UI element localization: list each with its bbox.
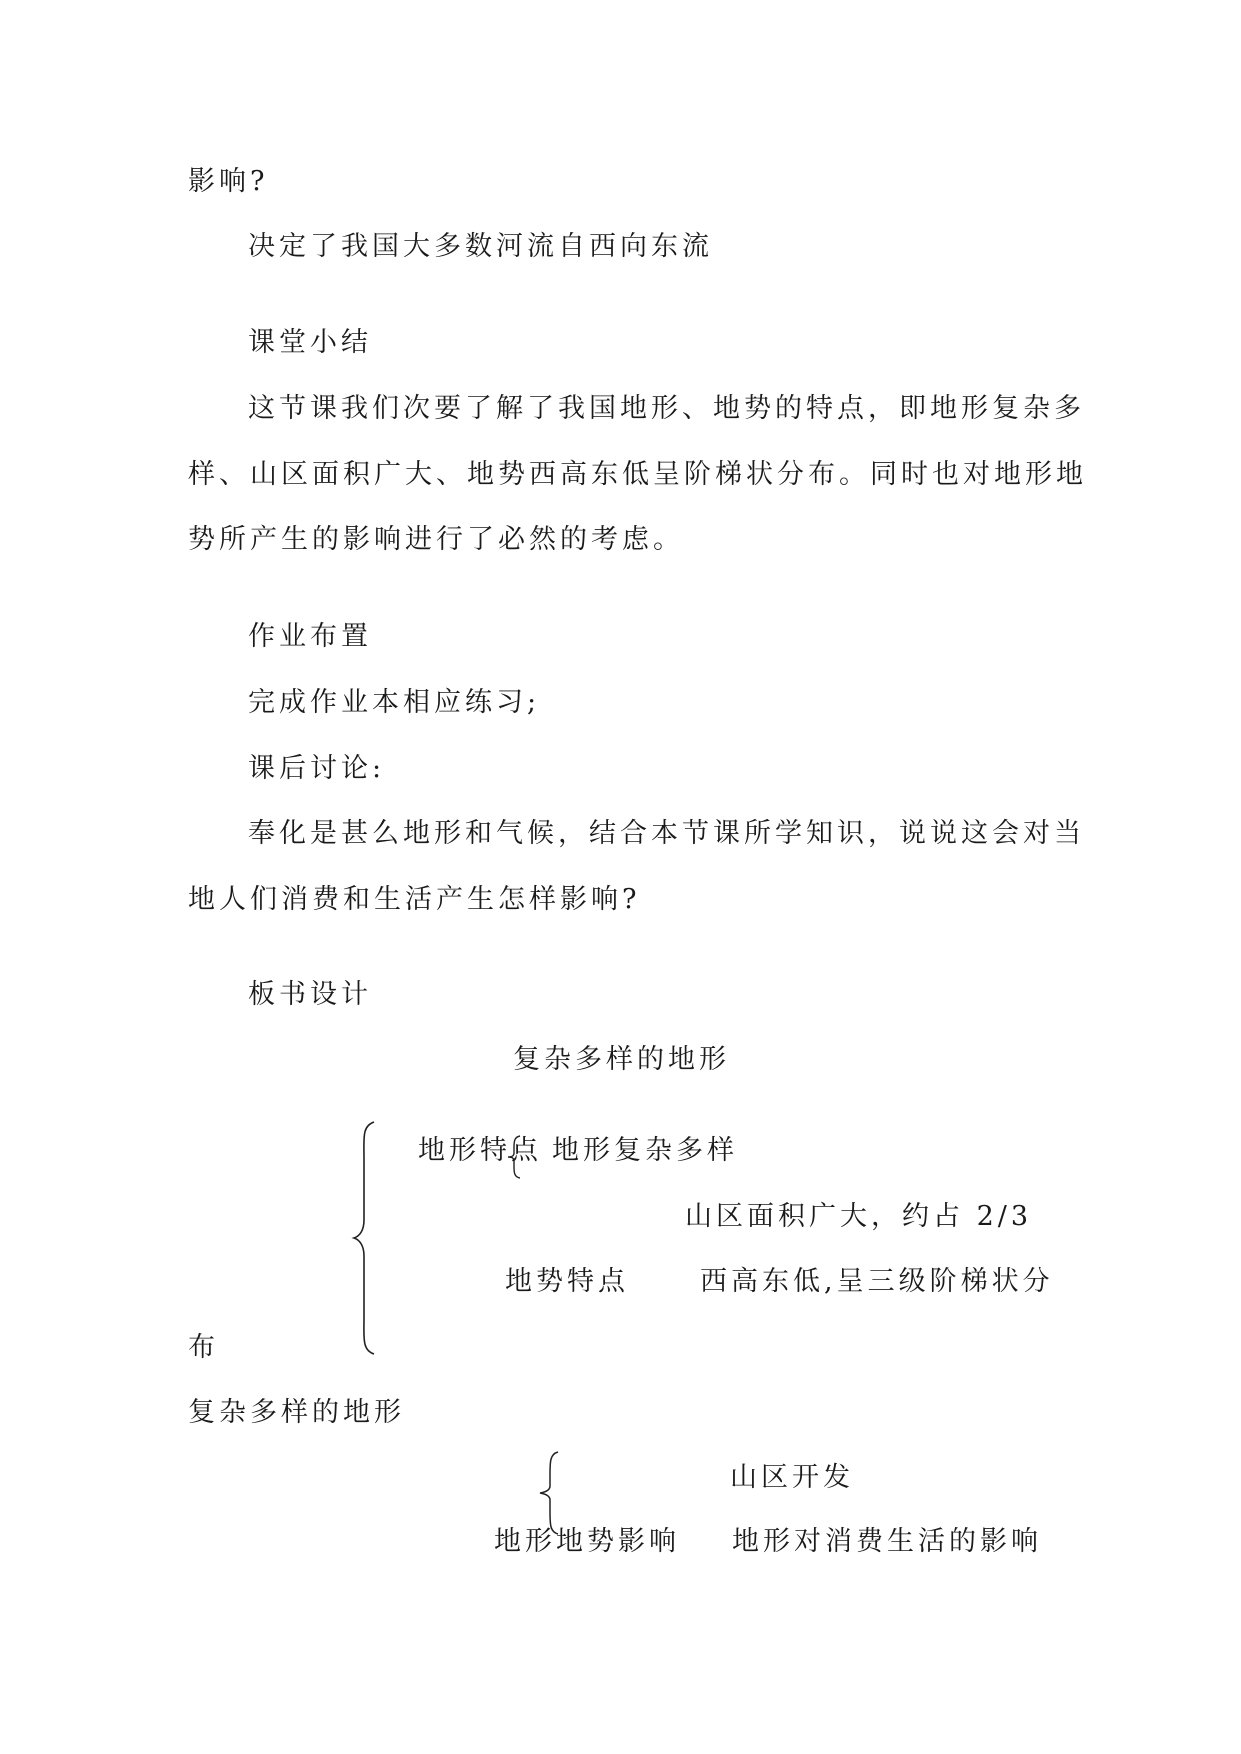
section-heading: 板书设计 [248, 979, 372, 1010]
text-line: 奉化是甚么地形和气候，结合本节课所学知识，说说这会对当 [248, 818, 1085, 849]
text-line: 地人们消费和生活产生怎样影响? [188, 884, 641, 915]
lower-brace-icon [536, 1450, 562, 1536]
complex-diverse-text: 地形复杂多样 [552, 1135, 738, 1166]
mountain-area-text: 山区面积广大，约占 2/3 [685, 1201, 1033, 1232]
influence-life-text: 地形对消费生活的影响 [732, 1526, 1042, 1557]
board-title: 复杂多样的地形 [513, 1044, 730, 1075]
section-heading: 作业布置 [248, 621, 372, 652]
west-high-east-low-text: 西高东低,呈三级阶梯状分 [700, 1266, 1054, 1297]
influence-label: 地形地势影响 [494, 1526, 680, 1557]
small-brace-icon [504, 1134, 524, 1180]
text-line: 影响? [188, 166, 269, 197]
text-line: 样、山区面积广大、地势西高东低呈阶梯状分布。同时也对地形地 [188, 459, 1087, 490]
wrapped-char: 布 [188, 1332, 219, 1363]
text-line: 这节课我们次要了解了我国地形、地势的特点，即地形复杂多 [248, 393, 1085, 424]
relief-features-label: 地势特点 [505, 1266, 629, 1297]
board-left-title: 复杂多样的地形 [188, 1397, 405, 1428]
text-line: 课后讨论: [248, 753, 386, 784]
section-heading: 课堂小结 [248, 327, 372, 358]
text-line: 决定了我国大多数河流自西向东流 [248, 231, 713, 262]
text-line: 完成作业本相应练习; [248, 687, 541, 718]
mountain-development-text: 山区开发 [730, 1462, 854, 1493]
large-brace-icon [350, 1118, 380, 1358]
text-line: 势所产生的影响进行了必然的考虑。 [188, 524, 684, 555]
terrain-features-label: 地形特点 [418, 1135, 542, 1166]
